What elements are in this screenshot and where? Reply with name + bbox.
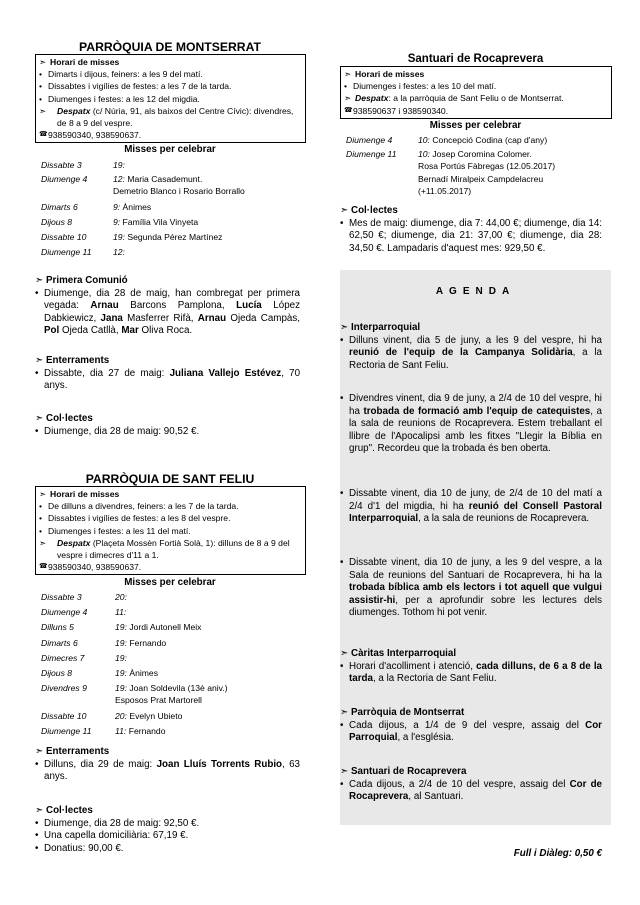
arrow-icon: ➣: [340, 766, 349, 777]
table-row: Diumenge 11 12:: [41, 247, 125, 258]
rocaprevera-misses-title: Misses per celebrar: [429, 120, 522, 131]
despatx-line: ➣ Despatx: a la parròquia de Sant Feliu o de Montserrat.: [344, 93, 564, 104]
table-row: Dijous 8 19: Ànimes: [41, 668, 158, 679]
agenda-title: AGENDA: [435, 286, 516, 297]
table-row: Dijous 8 9: Família Vila Vinyeta: [41, 216, 199, 227]
rocaprevera-collectes-section: ➣ Col·lectes • Mes de maig: diumenge, dia 7: 44,00 €; diumenge, dia 14: 62,50 €; diumenge, dia 21: 37,00 €; diumenge, dia 28: 34,50 €. Lampadaris d'aquest mes: 929,50 €.: [340, 205, 602, 254]
table-row: Diumenge 4 12: Maria Casademunt. Demetrio Blanco i Rosario Borrallo: [41, 174, 245, 197]
rocaprevera-misses-table: [346, 134, 608, 197]
phone-line: ☎ 938590340, 938590637.: [39, 562, 142, 573]
santfeliu-enterraments-section: ➣ Enterraments • Dilluns, dia 29 de maig: Joan Lluís Torrents Rubio, 63 anys.: [35, 746, 300, 783]
table-row: Dissabte 10 20: Evelyn Ubieto: [41, 710, 183, 721]
rocaprevera-schedule-box: ➣ Horari de misses • Diumenges i festes: a les 10 del matí. ➣ Despatx: a la parròquia de Sant Feliu o de Montserrat. ☎ 938590637 i 938590340.: [340, 66, 612, 119]
horari-heading: ➣ Horari de misses: [39, 57, 120, 67]
table-row: Diumenge 11 10: Josep Coromina Colomer. Rosa Portús Fàbregas (12.05.2017) Bernadí Miralpeix Campdelacreu (+11.05.2017): [346, 149, 556, 196]
table-row: Dissabte 10 19: Segunda Pérez Martínez: [41, 232, 223, 243]
horari-line: • Dimarts i dijous, feiners: a les 9 del matí.: [39, 69, 203, 80]
despatx-line: ➣ Despatx (Plaçeta Mossèn Fortià Solà, 1): dilluns de 8 a 9 del vespre i dimecres d'11 a 1.: [39, 537, 290, 561]
santfeliu-misses-title: Misses per celebrar: [124, 577, 216, 588]
arrow-icon: ➣: [344, 69, 352, 79]
montserrat-enterraments-section: ➣ Enterraments • Dissabte, dia 27 de maig: Juliana Vallejo Estévez, 70 anys.: [35, 355, 301, 392]
horari-line: • Dissabtes i vigílies de festes: a les 7 de la tarda.: [39, 81, 232, 92]
arrow-icon: ➣: [35, 805, 44, 816]
table-row: Divendres 9 19: Joan Soldevila (13è aniv.) Esposos Prat Martorell: [41, 683, 228, 706]
table-row: Dissabte 3 20:: [41, 592, 127, 602]
table-row: Dimecres 7 19:: [41, 652, 127, 663]
montserrat-collectes-section: ➣ Col·lectes • Diumenge, dia 28 de maig: 90,52 €.: [35, 413, 300, 438]
agenda-caritas-section: ➣ Càritas Interparroquial • Horari d'acolliment i atenció, cada dilluns, de 6 a 8 de la tarda, a la Rectoria de Sant Feliu.: [340, 648, 602, 685]
montserrat-misses-title: Misses per celebrar: [124, 144, 216, 155]
enterraments-heading: ➣ Enterraments: [35, 355, 110, 366]
montserrat-misses-table: [41, 159, 303, 258]
montserrat-title: PARRÒQUIA DE MONTSERRAT: [79, 40, 261, 54]
arrow-icon: ➣: [35, 746, 44, 757]
horari-line: • Diumenges i festes: a les 11 del matí.: [39, 525, 191, 536]
arrow-icon: ➣: [340, 707, 349, 718]
arrow-icon: ➣: [340, 322, 349, 333]
agenda-interparroquial-item-2: • Divendres vinent, dia 9 de juny, a 2/4 de 10 del vespre, hi ha trobada de formació amb l'equip de catequistes, a la sala de reunions de Rocaprevera. Estem treballant el llibre de l'Apocalipsi amb les fitxes "Llegir la Bíblia en grup". Recordeu que la trobada és ben oberta.: [340, 393, 602, 455]
agenda-rocaprevera-section: ➣ Santuari de Rocaprevera • Cada dijous, a 2/4 de 10 del vespre, assaig del Cor de Rocaprevera, al Santuari.: [340, 766, 603, 803]
horari-line: • Dissabtes i vigílies de festes: a les 8 del vespre.: [39, 513, 231, 524]
santfeliu-schedule-box: ➣ Horari de misses • De dilluns a divendres, feiners: a les 7 de la tarda. • Dissabtes i vigílies de festes: a les 8 del vespre. • Diumenges i festes: a les 11 del matí. ➣ Despatx (Plaçeta Mossèn Fortià Solà, 1): dilluns de 8 a 9 del vespre i dimecres d'11 a 1. ☎ 938590340, 938590637.: [35, 486, 306, 575]
arrow-icon: ➣: [39, 57, 47, 67]
table-row: Diumenge 4 11:: [41, 607, 127, 618]
phone-line: ☎ 938590340, 938590637.: [39, 130, 142, 141]
phone-icon: ☎: [39, 131, 48, 139]
arrow-icon: ➣: [340, 205, 349, 216]
arrow-icon: ➣: [340, 648, 349, 659]
horari-line: • Diumenges i festes: a les 10 del matí.: [344, 81, 497, 92]
arrow-icon: ➣: [35, 413, 44, 424]
table-row: Diumenge 4 10: Concepció Codina (cap d'any): [346, 135, 548, 145]
phone-icon: ☎: [39, 563, 48, 571]
agenda-interparroquial-item-4: • Dissabte vinent, dia 10 de juny, a les 9 del vespre, a la Sala de reunions del Santuari de Rocaprevera, hi ha la trobada bíblica amb els lectors i tot aquell que vulgui assistir-hi, per a aprofundir sobre les lectures dels diumenges. Tothom hi pot venir.: [340, 557, 602, 619]
table-row: Diumenge 11 11: Fernando: [41, 725, 166, 736]
arrow-icon: ➣: [39, 537, 47, 548]
arrow-icon: ➣: [35, 355, 44, 366]
primera-comunio-heading: ➣ Primera Comunió: [35, 275, 128, 286]
montserrat-schedule-box: [35, 54, 306, 143]
phone-icon: ☎: [344, 106, 353, 114]
agenda-montserrat-section: ➣ Parròquia de Montserrat • Cada dijous, a 1/4 de 9 del vespre, assaig del Cor Parroquial, a l'església.: [340, 707, 602, 744]
despatx-line: ➣ Despatx (c/ Núria, 91, als baixos del Centre Cívic): divendres, de 8 a 9 del vespre.: [39, 105, 294, 129]
santfeliu-title: PARRÒQUIA DE SANT FELIU: [85, 472, 255, 486]
collectes-heading: ➣ Col·lectes: [35, 413, 93, 424]
table-row: Dissabte 3 19:: [41, 160, 125, 170]
primera-comunio-section: ➣ Primera Comunió • Diumenge, dia 28 de maig, han combregat per primera vegada: Arnau Barcons Pamplona, Lucía López Dabkiewicz, Jana Masferrer Rifà, Arnau Ojeda Campàs, Pol Ojeda Catllà, Mar Oliva Roca.: [35, 275, 300, 337]
santfeliu-misses-table: [41, 591, 303, 737]
table-row: Dimarts 6 19: Fernando: [41, 637, 167, 648]
horari-line: • De dilluns a divendres, feiners: a les 7 de la tarda.: [39, 501, 239, 512]
arrow-icon: ➣: [39, 489, 47, 499]
santfeliu-collectes-section: ➣ Col·lectes • Diumenge, dia 28 de maig: 92,50 €. • Una capella domiciliària: 67,19 €. • Donatius: 90,00 €.: [35, 805, 200, 854]
agenda-interparroquial-item-1: ➣ Interparroquial • Dilluns vinent, dia 5 de juny, a les 9 del vespre, hi ha reunió de l'equip de la Campanya Solidària, a la Rectoria de Sant Feliu.: [340, 322, 602, 371]
rocaprevera-title: Santuari de Rocaprevera: [407, 53, 544, 65]
table-row: Dimarts 6 9: Ànimes: [41, 201, 152, 212]
arrow-icon: ➣: [344, 93, 352, 104]
phone-line: ☎ 938590637 i 938590340.: [344, 105, 449, 116]
footer-price: Full i Diàleg: 0,50 €: [513, 848, 602, 859]
agenda-interparroquial-item-3: • Dissabte vinent, dia 10 de juny, de 2/4 de 10 del matí a 2/4 d'1 del migdia, hi ha reunió del Consell Pastoral Interparroquial, a la sala de reunions de Rocaprevera.: [340, 488, 602, 525]
horari-line: • Diumenges i festes: a les 12 del migdia.: [39, 93, 200, 104]
arrow-icon: ➣: [39, 105, 47, 116]
table-row: Dilluns 5 19: Jordi Autonell Meix: [41, 622, 202, 633]
arrow-icon: ➣: [35, 275, 44, 286]
